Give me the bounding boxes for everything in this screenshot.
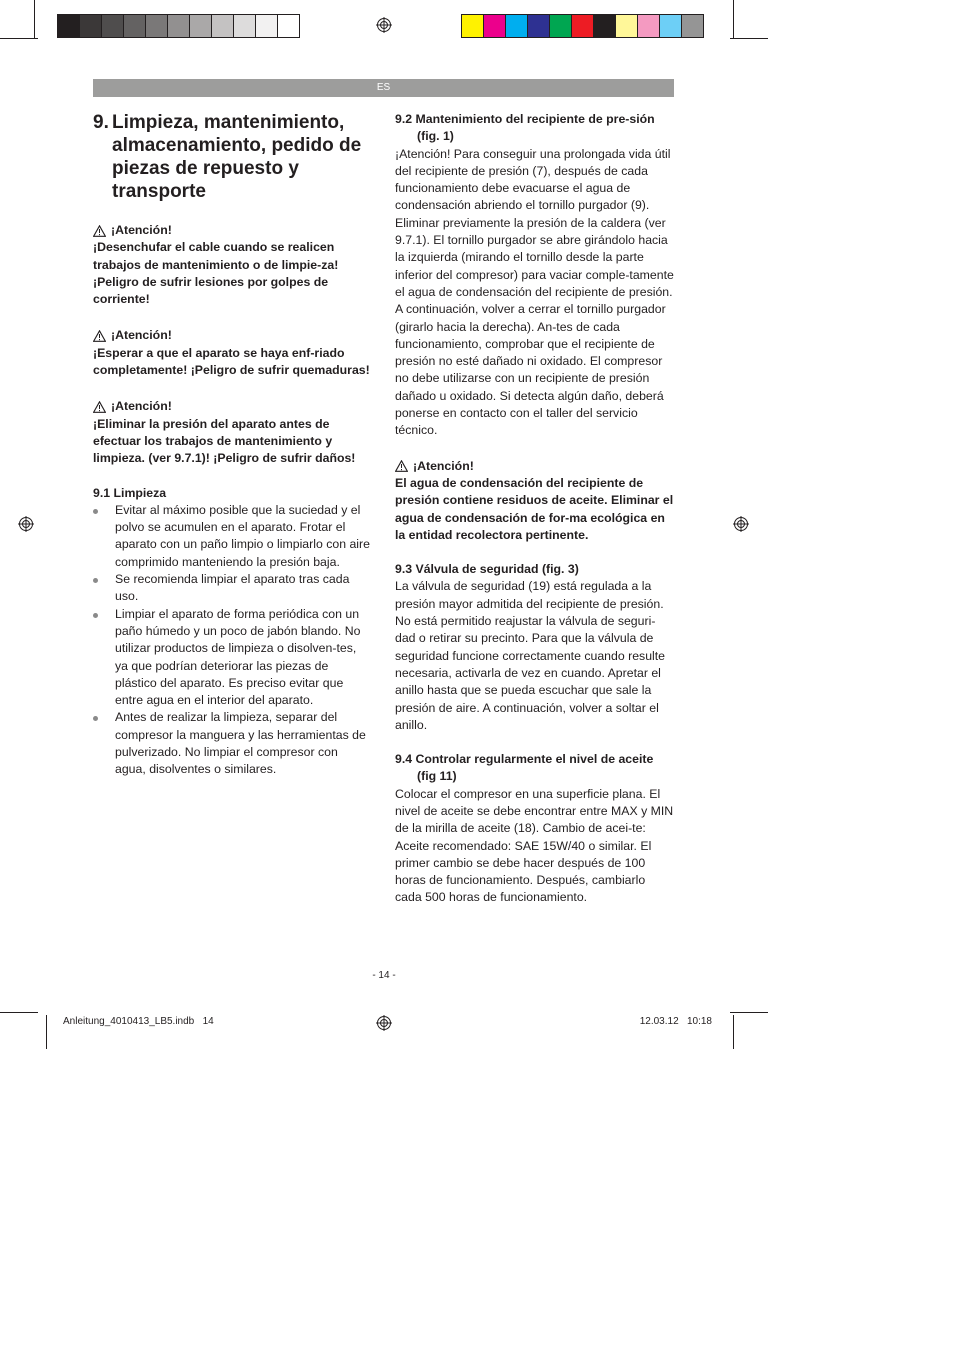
color-swatch <box>123 14 146 38</box>
color-swatch <box>101 14 124 38</box>
color-swatch <box>659 14 682 38</box>
bullet-icon <box>93 509 98 514</box>
warning-heading: ¡Atención! <box>111 328 172 343</box>
color-swatch <box>681 14 704 38</box>
crop-mark <box>733 1015 734 1049</box>
warning-triangle-icon <box>93 401 106 413</box>
color-swatch <box>461 14 484 38</box>
warning-text: ¡Esperar a que el aparato se haya enf-riado completamente! ¡Peligro de sufrir quemaduras! <box>93 345 370 378</box>
section-heading: 9.3 Válvula de seguridad (fig. 3) <box>395 562 579 577</box>
language-label: ES <box>376 82 391 93</box>
warning-triangle-icon <box>93 225 106 237</box>
color-swatch <box>483 14 506 38</box>
color-swatch <box>145 14 168 38</box>
section-heading: 9.2 Mantenimiento del recipiente de pre-sión (fig. 1) <box>395 112 655 144</box>
registration-mark-icon <box>18 516 34 532</box>
color-swatch <box>637 14 660 38</box>
list-item <box>93 571 371 606</box>
section-heading: 9.4 Controlar regularmente el nivel de aceite (fig 11) <box>395 752 654 784</box>
warning-text: ¡Eliminar la presión del aparato antes de efectuar los trabajos de mantenimiento y limpieza. (ver 9.7.1)! ¡Peligro de sufrir daños! <box>93 416 356 466</box>
crop-mark <box>733 0 734 38</box>
list-item <box>93 709 371 778</box>
warning-heading: ¡Atención! <box>413 458 474 473</box>
color-swatch <box>505 14 528 38</box>
color-swatch <box>255 14 278 38</box>
bullet-icon <box>93 613 98 618</box>
color-swatch <box>277 14 300 38</box>
list-item-text: Limpiar el aparato de forma periódica con un paño húmedo y un poco de jabón blando. No utilizar productos de limpieza o disolven-tes, ya que podrían deteriorar las piezas de plástico del aparato. Es preciso evitar que entre agua en el interior del aparato. <box>115 606 361 708</box>
list-item-text: Evitar al máximo posible que la suciedad y el polvo se acumulen en el aparato. Frotar el aparato con un paño limpio o limpiarlo con aire comprimido manteniendo la presión baja. <box>115 502 370 569</box>
color-swatch <box>167 14 190 38</box>
list-item <box>93 502 371 571</box>
warning-block <box>93 398 371 467</box>
cleaning-list <box>93 502 371 779</box>
color-swatch <box>57 14 80 38</box>
registration-mark-icon <box>376 17 392 33</box>
crop-mark <box>0 38 38 39</box>
warning-heading: ¡Atención! <box>111 399 172 414</box>
color-swatch <box>79 14 102 38</box>
file-slug: Anleitung_4010413_LB5.indb 14 <box>63 1016 214 1027</box>
warning-triangle-icon <box>395 460 408 472</box>
section-heading: 9.1 Limpieza <box>93 485 167 500</box>
crop-mark <box>34 0 35 38</box>
warning-block <box>93 327 371 379</box>
bullet-icon <box>93 716 98 721</box>
crop-mark <box>730 38 768 39</box>
warning-heading: ¡Atención! <box>111 223 172 237</box>
language-bar <box>93 79 674 97</box>
color-swatch <box>211 14 234 38</box>
grayscale-calibration-strip <box>58 14 300 38</box>
date-slug: 12.03.12 10:18 <box>639 1016 712 1027</box>
crop-mark <box>46 1015 47 1049</box>
right-column <box>395 111 674 907</box>
paragraph: La válvula de seguridad (19) está regulada a la presión mayor admitida del recipiente de presión. No está permitido reajustar la válvula de seguri-dad o retirar su precinto. Para que la válvula de seguridad funcione correctamente cuando resulte necesaria, activarla de vez en cuando. Apretar el anillo hasta que se pueda escuchar que sale la presión de aire. A continuación, volver a soltar el anillo. <box>395 579 666 732</box>
color-swatch <box>615 14 638 38</box>
warning-triangle-icon <box>93 330 106 342</box>
paragraph: Colocar el compresor en una superficie plana. El nivel de aceite se debe encontrar entre MAX y MIN de la mirilla de aceite (18). Cambio de acei-te: Aceite recomendado: SAE 15W/40 o similar. El primer cambio se debe hacer después de 100 horas de funcionamiento. Después, cambiarlo cada 500 horas de funcionamiento. <box>395 786 674 905</box>
warning-block <box>395 458 674 544</box>
warning-block <box>93 222 371 308</box>
color-swatch <box>549 14 572 38</box>
registration-mark-icon <box>733 516 749 532</box>
chapter-title <box>93 111 373 203</box>
list-item-text: Se recomienda limpiar el aparato tras cada uso. <box>115 572 350 604</box>
paragraph: ¡Atención! Para conseguir una prolongada vida útil del recipiente de presión (7), después de cada funcionamiento debe evacuarse el agua de condensación abriendo el tornillo purgador (9). Eliminar previamente la presión de la caldera (ver 9.7.1). El tornillo purgador se abre girándolo hacia la izquierda (mirando el tornillo desde la parte inferior del compresor) para vaciar comple-tamente el agua de condensación del recipiente de presión. A continuación, volver a cerrar el tornillo purgador (girarlo hacia la derecha). An-tes de cada funcionamiento, comprobar que el recipiente de presión no esté dañado ni oxidado. El compresor no debe utilizarse con un recipiente de presión dañado u oxidado. Si detecta algún daño, deberá ponerse en contacto con el taller del servicio técnico. <box>395 146 674 438</box>
crop-mark <box>0 1012 38 1013</box>
color-swatch <box>233 14 256 38</box>
registration-mark-icon <box>376 1015 392 1031</box>
color-calibration-strip <box>462 14 704 38</box>
left-column <box>93 222 371 779</box>
chapter-title-text: Limpieza, mantenimiento, almacenamiento, pedido de piezas de repuesto y transporte <box>112 112 362 202</box>
list-item-text: Antes de realizar la limpieza, separar del compresor la manguera y las herramientas de pulverizado. No limpiar el compresor con agua, disolventes o similares. <box>115 710 366 777</box>
color-swatch <box>571 14 594 38</box>
bullet-icon <box>93 578 98 583</box>
crop-mark <box>730 1012 768 1013</box>
chapter-number: 9. <box>93 112 109 133</box>
color-swatch <box>189 14 212 38</box>
list-item <box>93 606 371 710</box>
color-swatch <box>527 14 550 38</box>
color-swatch <box>593 14 616 38</box>
warning-text: El agua de condensación del recipiente de presión contiene residuos de aceite. Eliminar el agua de condensación de for-ma ecológica en la entidad recolectora pertinente. <box>395 475 674 542</box>
page-number: - 14 - <box>372 970 396 981</box>
warning-text: ¡Desenchufar el cable cuando se realicen trabajos de mantenimiento o de limpie-za! ¡Peligro de sufrir lesiones por golpes de corriente! <box>93 240 339 307</box>
